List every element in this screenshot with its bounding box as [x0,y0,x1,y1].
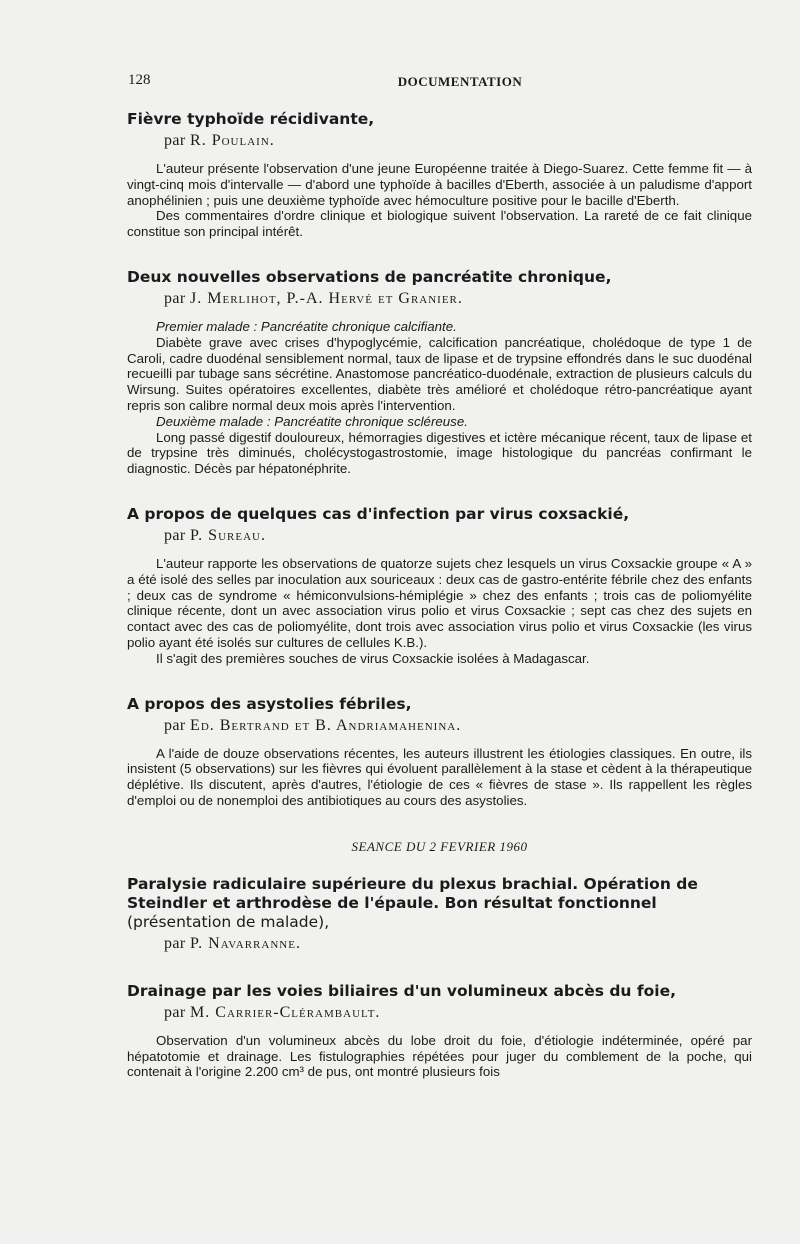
session-heading: SEANCE DU 2 FEVRIER 1960 [351,838,528,854]
article-title: A propos des asystolies fébriles, [127,694,412,713]
page-content [127,110,752,1108]
article-title [127,875,752,932]
article-authors [164,131,752,151]
page-number: 128 [128,72,151,88]
by-word: par [164,1003,186,1021]
paragraph: A l'aide de douze observations récentes, les auteurs illustrent les étiologies classiques. En outre, ils insistent (5 observations) sur les fièvres qui évoluent parallèlement à la stase et cèdent à la thérapeutique déplétive. Ils discutent, après d'autres, l'étiologie de ces « fièvres de stase ». Ils rappellent les règles d'emploi ou de nonemploi des antibiotiques au cours des asystolies. [127,745,752,808]
paragraph-subheading: Deuxième malade : Pancréatite chronique scléreuse. [156,413,468,429]
article-authors [164,1003,752,1023]
article-title: Fièvre typhoïde récidivante, [127,110,375,128]
article [127,982,752,1080]
paragraph: Observation d'un volumineux abcès du lobe droit du foie, d'étiologie indéterminée, opéré par hépatotomie et drainage. Les fistulographies répétées pour juger du comblement de la poche, qui contenait à l'origine 2.200 cm³ de pus, ont montré plusieurs fois [127,1032,752,1080]
article-body [127,1033,752,1080]
article-authors [164,289,752,309]
paragraph: L'auteur présente l'observation d'une jeune Européenne traitée à Diego-Suarez. Cette femme fit — à vingt-cinq mois d'intervalle — d'abord une typhoïde à bacilles d'Eberth, associée à un paludisme d'apport anophélinien ; puis une deuxième typhoïde avec hémoculture positive pour le bacille d'Eberth. [127,161,752,208]
by-word: par [164,132,186,149]
article-body [127,161,752,240]
page-header [128,72,752,94]
paragraph: L'auteur rapporte les observations de quatorze sujets chez lesquels un virus Coxsackie groupe « A » a été isolé des selles par inoculation aux souriceaux : deux cas de gastro-entérite fébrile chez des enfants ; deux cas de syndrome « hémiconvulsions-hémiplégie » chez des enfants ; trois cas de poliomyélite clinique récente, dont un avec association virus polio et virus Coxsackie ; sept cas chez des sujets en contact avec des cas de poliomyélite, dont trois avec association virus polio et virus Coxsackie (les virus polio ayant été isolés sur cultures de cellules K.B.). [127,555,752,650]
article-authors [164,716,752,736]
article-title: Drainage par les voies biliaires d'un volumineux abcès du foie, [127,981,676,1000]
article-authors [164,934,752,954]
article [127,110,752,240]
by-word: par [164,716,186,734]
by-word: par [164,934,186,952]
article-body [127,556,752,667]
article [127,505,752,667]
article-body [127,319,752,477]
paragraph: Long passé digestif douloureux, hémorragies digestives et ictère mécanique récent, taux de lipase et de trypsine très diminués, cholécystogastrostomie, image histologique du pancréas confirmant le diagnostic. Décès par hépatonéphrite. [127,429,752,477]
article [127,268,752,477]
article-body [127,746,752,809]
article [127,875,752,954]
article-title-bold: Paralysie radiculaire supérieure du plexus brachial. Opération de Steindler et arthrodèse de l'épaule. Bon résultat fonctionnel [127,874,698,912]
paragraph-subheading: Premier malade : Pancréatite chronique calcifiante. [156,318,457,334]
author-names: R. Poulain. [190,132,275,149]
author-names: J. Merlihot, P.-A. Hervé et Granier. [190,289,463,307]
article-authors [164,526,752,546]
by-word: par [164,526,186,544]
by-word: par [164,289,186,307]
article-title: A propos de quelques cas d'infection par virus coxsackié, [127,504,630,523]
paragraph: Il s'agit des premières souches de virus Coxsackie isolées à Madagascar. [156,650,590,666]
paragraph: Des commentaires d'ordre clinique et biologique suivent l'observation. La rareté de ce fait clinique constitue son principal intérêt. [127,208,752,240]
running-head: DOCUMENTATION [397,74,523,89]
author-names: M. Carrier-Clérambault. [190,1003,381,1021]
article-title: Deux nouvelles observations de pancréatite chronique, [127,267,612,286]
article-title-plain: (présentation de malade), [127,912,330,931]
paragraph: Diabète grave avec crises d'hypoglycémie, calcification pancréatique, cholédoque de type 1 de Caroli, cadre duodénal sensiblement normal, taux de lipase et de trypsine effondrés dans le suc duodénal recueilli par tubage sans sécrétine. Anastomose pancréatico-duodénale, extraction de plusieurs calculs du Wirsung. Suites opératoires excellentes, diabète très amélioré et cholédoque rétro-pancréatique ayant repris son calibre normal deux mois après l'intervention. [127,334,752,413]
author-names: P. Sureau. [190,526,266,544]
author-names: Ed. Bertrand et B. Andriamahenina. [190,716,462,734]
author-names: P. Navarranne. [190,934,301,952]
article [127,695,752,809]
